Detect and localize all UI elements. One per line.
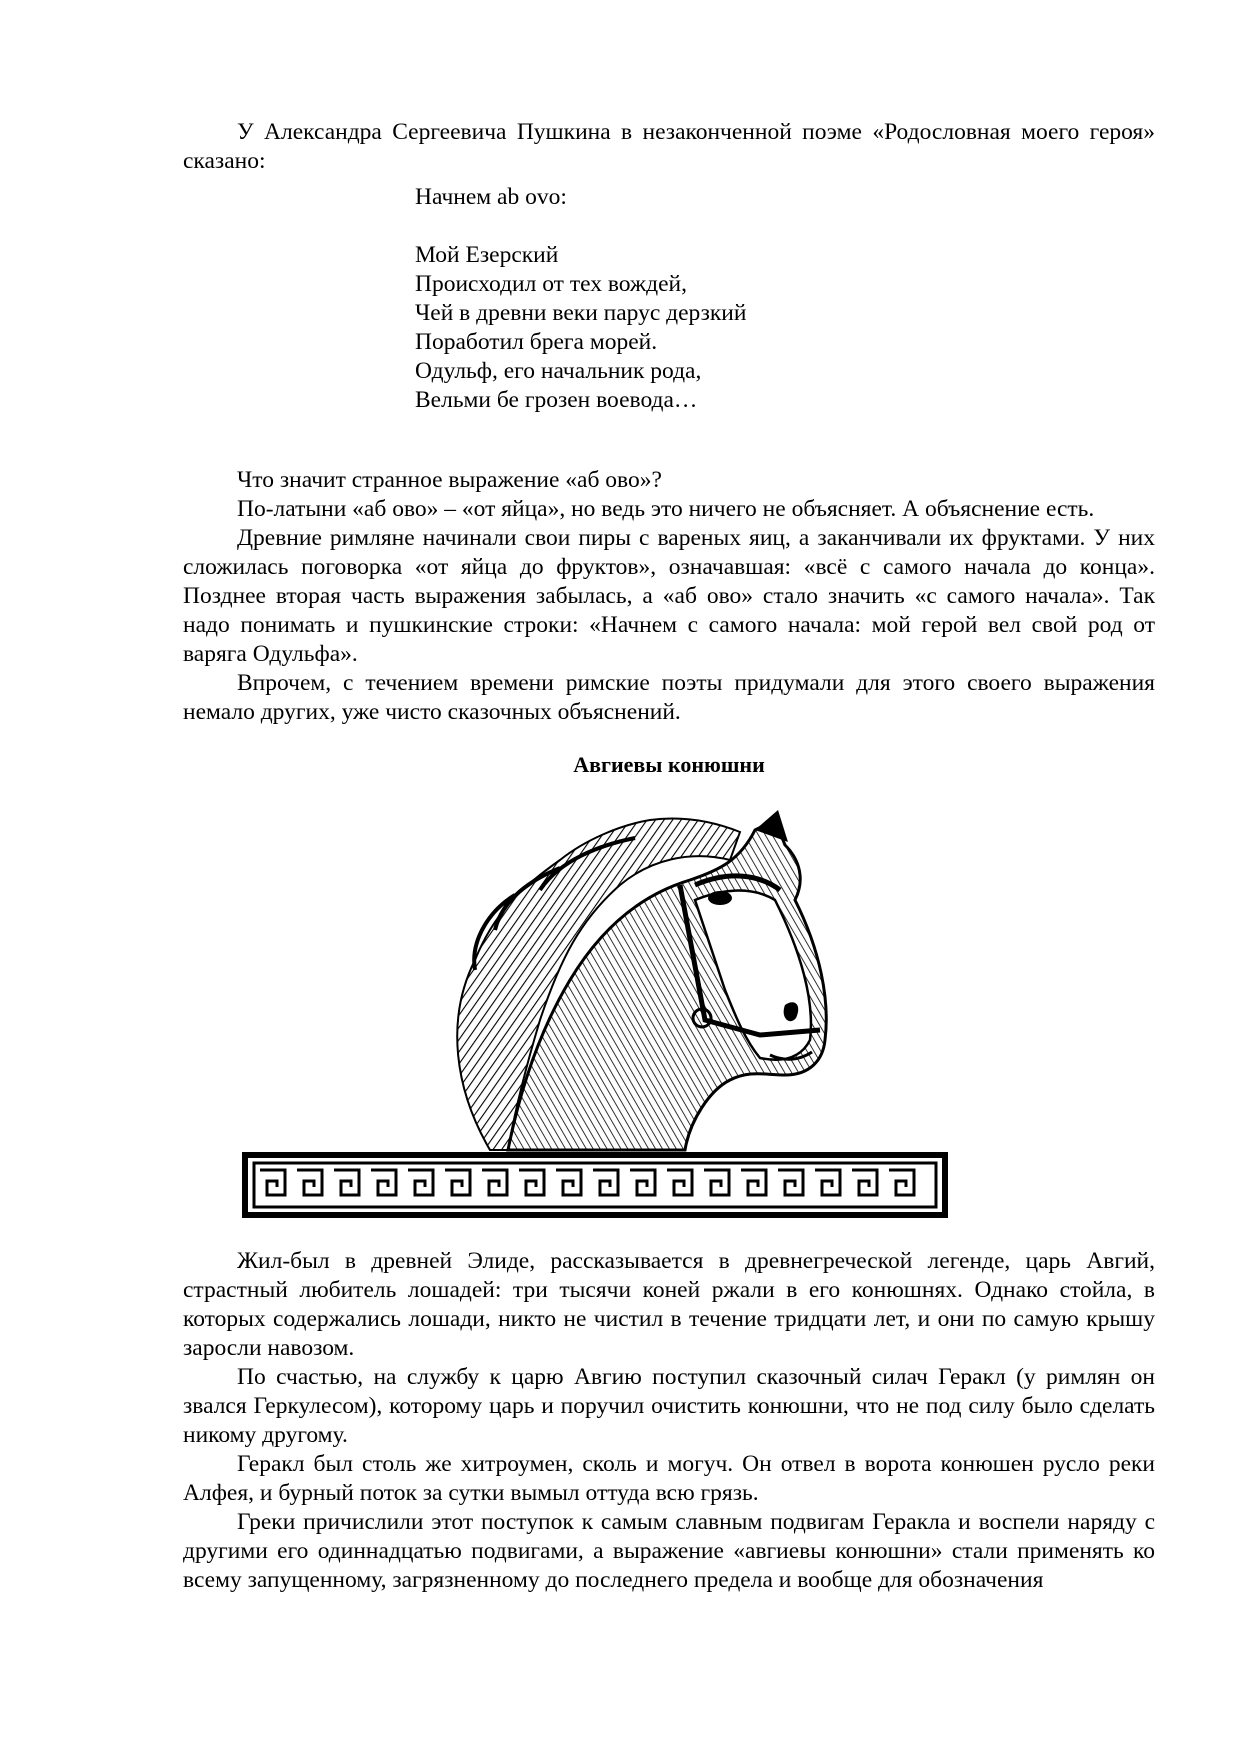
section-body [183, 1247, 1155, 1595]
explanation-paragraph: По-латыни «аб ово» – «от яйца», но ведь это ничего не объясняет. А объяснение есть. [237, 496, 1095, 522]
explanation-paragraph: Что значит странное выражение «аб ово»? [237, 467, 662, 493]
section-paragraph: Жил-был в древней Элиде, рассказывается в древнегреческой легенде, царь Авгий, страстный любитель лошадей: три тысячи коней ржали в его конюшнях. Однако стойла, в которых содержались лошади, никто не чистил в течение тридцати лет, и они по самую крышу заросли навозом. [183, 1248, 1155, 1361]
section-paragraph: Геракл был столь же хитроумен, сколь и могуч. Он отвел в ворота конюшен русло реки Алфея, и бурный поток за сутки вымыл оттуда всю грязь. [183, 1451, 1155, 1506]
section-paragraph: Греки причислили этот поступок к самым славным подвигам Геракла и воспели наряду с другими его одиннадцатью подвигами, а выражение «авгиевы конюшни» стали применять ко всему запущенному, загрязненному до последнего предела и вообще для обозначения [183, 1509, 1155, 1593]
intro-block [183, 118, 1155, 176]
section-paragraph: По счастью, на службу к царю Авгию поступил сказочный силач Геракл (у римлян он звался Геркулесом), которому царь и поручил очистить конюшни, что не под силу было сделать никому другому. [183, 1364, 1155, 1448]
poem-line: Вельми бе грозен воевода… [415, 387, 698, 413]
horse-head-icon [240, 790, 1060, 1240]
poem-block [415, 183, 1015, 415]
explanation-paragraph: Древние римляне начинали свои пиры с вареных яиц, а заканчивали их фруктами. У них сложилась поговорка «от яйца до фруктов», означавшая: «всё с самого начала до конца». Позднее вторая часть выражения забылась, а «аб ово» стало значить «с самого начала». Так надо понимать и пушкинские строки: «Начнем с самого начала: мой герой вел свой род от варяга Одульфа». [183, 525, 1155, 667]
explanation-block [183, 466, 1155, 727]
intro-paragraph: У Александра Сергеевича Пушкина в незаконченной поэме «Родословная моего героя» сказано: [183, 119, 1155, 174]
explanation-paragraph: Впрочем, с течением времени римские поэты придумали для этого своего выражения немало других, уже чисто сказочных объяснений. [183, 670, 1155, 725]
poem-line: Поработил брега морей. [415, 329, 658, 355]
poem-line: Мой Езерский [415, 242, 559, 268]
poem-line: Одульф, его начальник рода, [415, 358, 702, 384]
poem-line: Происходил от тех вождей, [415, 271, 688, 297]
section-heading: Авгиевы конюшни [573, 752, 765, 777]
poem-line: Чей в древни веки парус дерзкий [415, 300, 747, 326]
poem-epigraph: Начнем ab ovo: [415, 184, 567, 210]
